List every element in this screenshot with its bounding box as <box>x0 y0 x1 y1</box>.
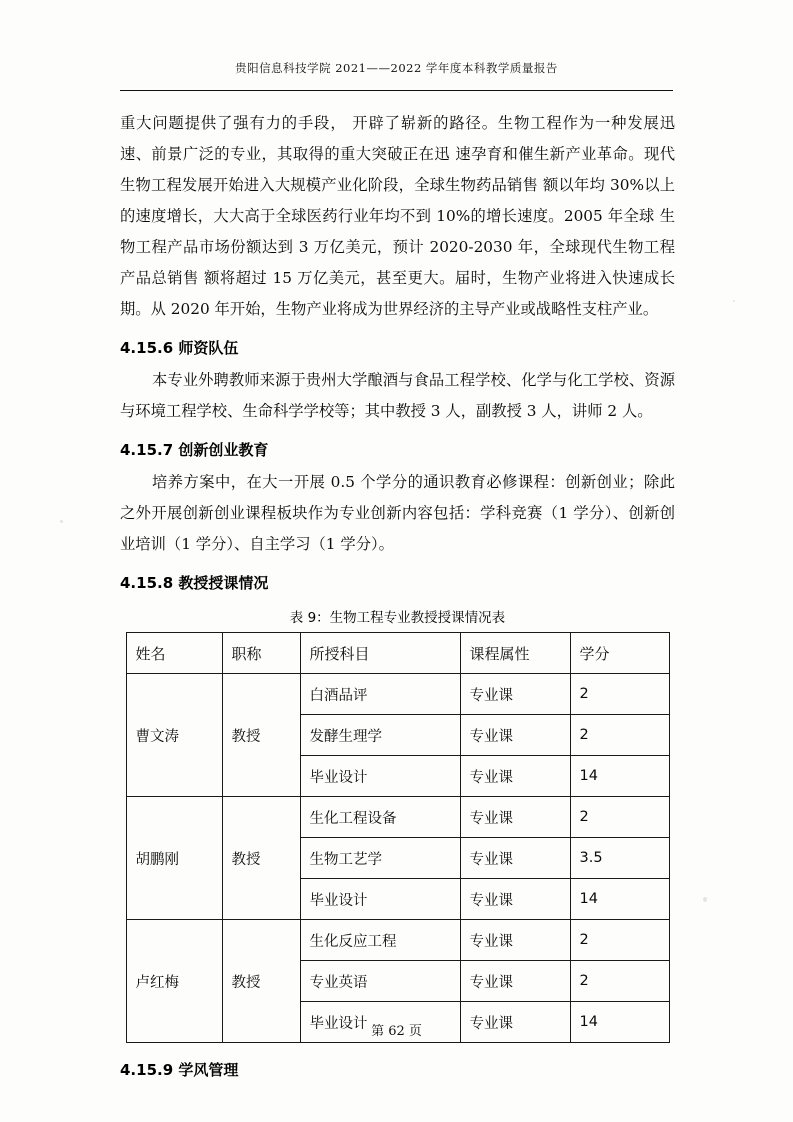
cell-teacher-title: 教授 <box>222 920 300 1043</box>
table-header-name: 姓名 <box>126 633 222 674</box>
cell-teacher-title: 教授 <box>222 797 300 920</box>
table-header-attribute: 课程属性 <box>460 633 570 674</box>
scan-speckle <box>60 520 63 523</box>
cell-credit: 14 <box>570 1002 669 1043</box>
table-header-title: 职称 <box>222 633 300 674</box>
header-rule <box>120 90 673 91</box>
cell-course: 生化反应工程 <box>300 920 460 961</box>
section-heading-4-15-6: 4.15.6 师资队伍 <box>120 339 239 357</box>
cell-course: 毕业设计 <box>300 1002 460 1043</box>
cell-credit: 2 <box>570 674 669 715</box>
cell-attribute: 专业课 <box>460 797 570 838</box>
page-content <box>120 108 675 1080</box>
cell-course: 专业英语 <box>300 961 460 1002</box>
table-caption: 表 9：生物工程专业教授授课情况表 <box>289 610 506 626</box>
cell-teacher-name: 胡鹏刚 <box>126 797 222 920</box>
cell-attribute: 专业课 <box>460 961 570 1002</box>
cell-credit: 2 <box>570 961 669 1002</box>
table-header-row <box>126 633 669 674</box>
cell-attribute: 专业课 <box>460 1002 570 1043</box>
running-header: 贵阳信息科技学院 2021——2022 学年度本科教学质量报告 <box>235 61 558 75</box>
cell-credit: 2 <box>570 715 669 756</box>
table-row <box>126 674 669 715</box>
section-heading-4-15-9: 4.15.9 学风管理 <box>120 1061 239 1079</box>
cell-teacher-title: 教授 <box>222 674 300 797</box>
table-header-course: 所授科目 <box>300 633 460 674</box>
cell-attribute: 专业课 <box>460 756 570 797</box>
cell-course: 白酒品评 <box>300 674 460 715</box>
cell-course: 毕业设计 <box>300 756 460 797</box>
cell-course: 生化工程设备 <box>300 797 460 838</box>
cell-credit: 2 <box>570 797 669 838</box>
section-heading-4-15-7: 4.15.7 创新创业教育 <box>120 441 269 459</box>
scan-speckle <box>703 897 707 902</box>
cell-course: 发酵生理学 <box>300 715 460 756</box>
table-row <box>126 797 669 838</box>
cell-credit: 3.5 <box>570 838 669 879</box>
cell-teacher-name: 曹文涛 <box>126 674 222 797</box>
paragraph-4-15-7: 培养方案中，在大一开展 0.5 个学分的通识教育必修课程：创新创业；除此之外开展创新创业课程板块作为专业创新内容包括：学科竞赛（1 学分）、创新创业培训（1 学分）、自主学习（1 学分）。 <box>120 473 675 553</box>
cell-course: 生物工艺学 <box>300 838 460 879</box>
cell-credit: 14 <box>570 756 669 797</box>
cell-attribute: 专业课 <box>460 920 570 961</box>
cell-credit: 14 <box>570 879 669 920</box>
cell-course: 毕业设计 <box>300 879 460 920</box>
section-heading-4-15-8: 4.15.8 教授授课情况 <box>120 574 269 592</box>
cell-teacher-name: 卢红梅 <box>126 920 222 1043</box>
paragraph-4-15-6: 本专业外聘教师来源于贵州大学酿酒与食品工程学校、化学与化工学校、资源与环境工程学校、生命科学学校等；其中教授 3 人，副教授 3 人，讲师 2 人。 <box>120 371 675 420</box>
cell-attribute: 专业课 <box>460 879 570 920</box>
table-header-credit: 学分 <box>570 633 669 674</box>
paragraph-intro: 重大问题提供了强有力的手段， 开辟了崭新的路径。生物工程作为一种发展迅速、前景广泛的专业，其取得的重大突破正在迅 速孕育和催生新产业革命。现代生物工程发展开始进入大规模产业化阶段，全球生物药品销售 额以年均 30%以上的速度增长，大大高于全球医药行业年均不到 10%的增长速度。2005 年全球 生物工程产品市场份额达到 3 万亿美元，预计 2020-2030 年，全球现代生物工程产品总销售 额将超过 15 万亿美元，甚至更大。届时，生物产业将进入快速成长期。从 2020 年开始，生物产业将成为世界经济的主导产业或战略性支柱产业。 <box>120 114 675 318</box>
cell-attribute: 专业课 <box>460 715 570 756</box>
cell-attribute: 专业课 <box>460 838 570 879</box>
scan-speckle <box>733 300 735 302</box>
page-footer: 第 62 页 <box>371 1024 422 1039</box>
cell-credit: 2 <box>570 920 669 961</box>
professor-teaching-table <box>126 632 670 1043</box>
table-row <box>126 920 669 961</box>
cell-attribute: 专业课 <box>460 674 570 715</box>
